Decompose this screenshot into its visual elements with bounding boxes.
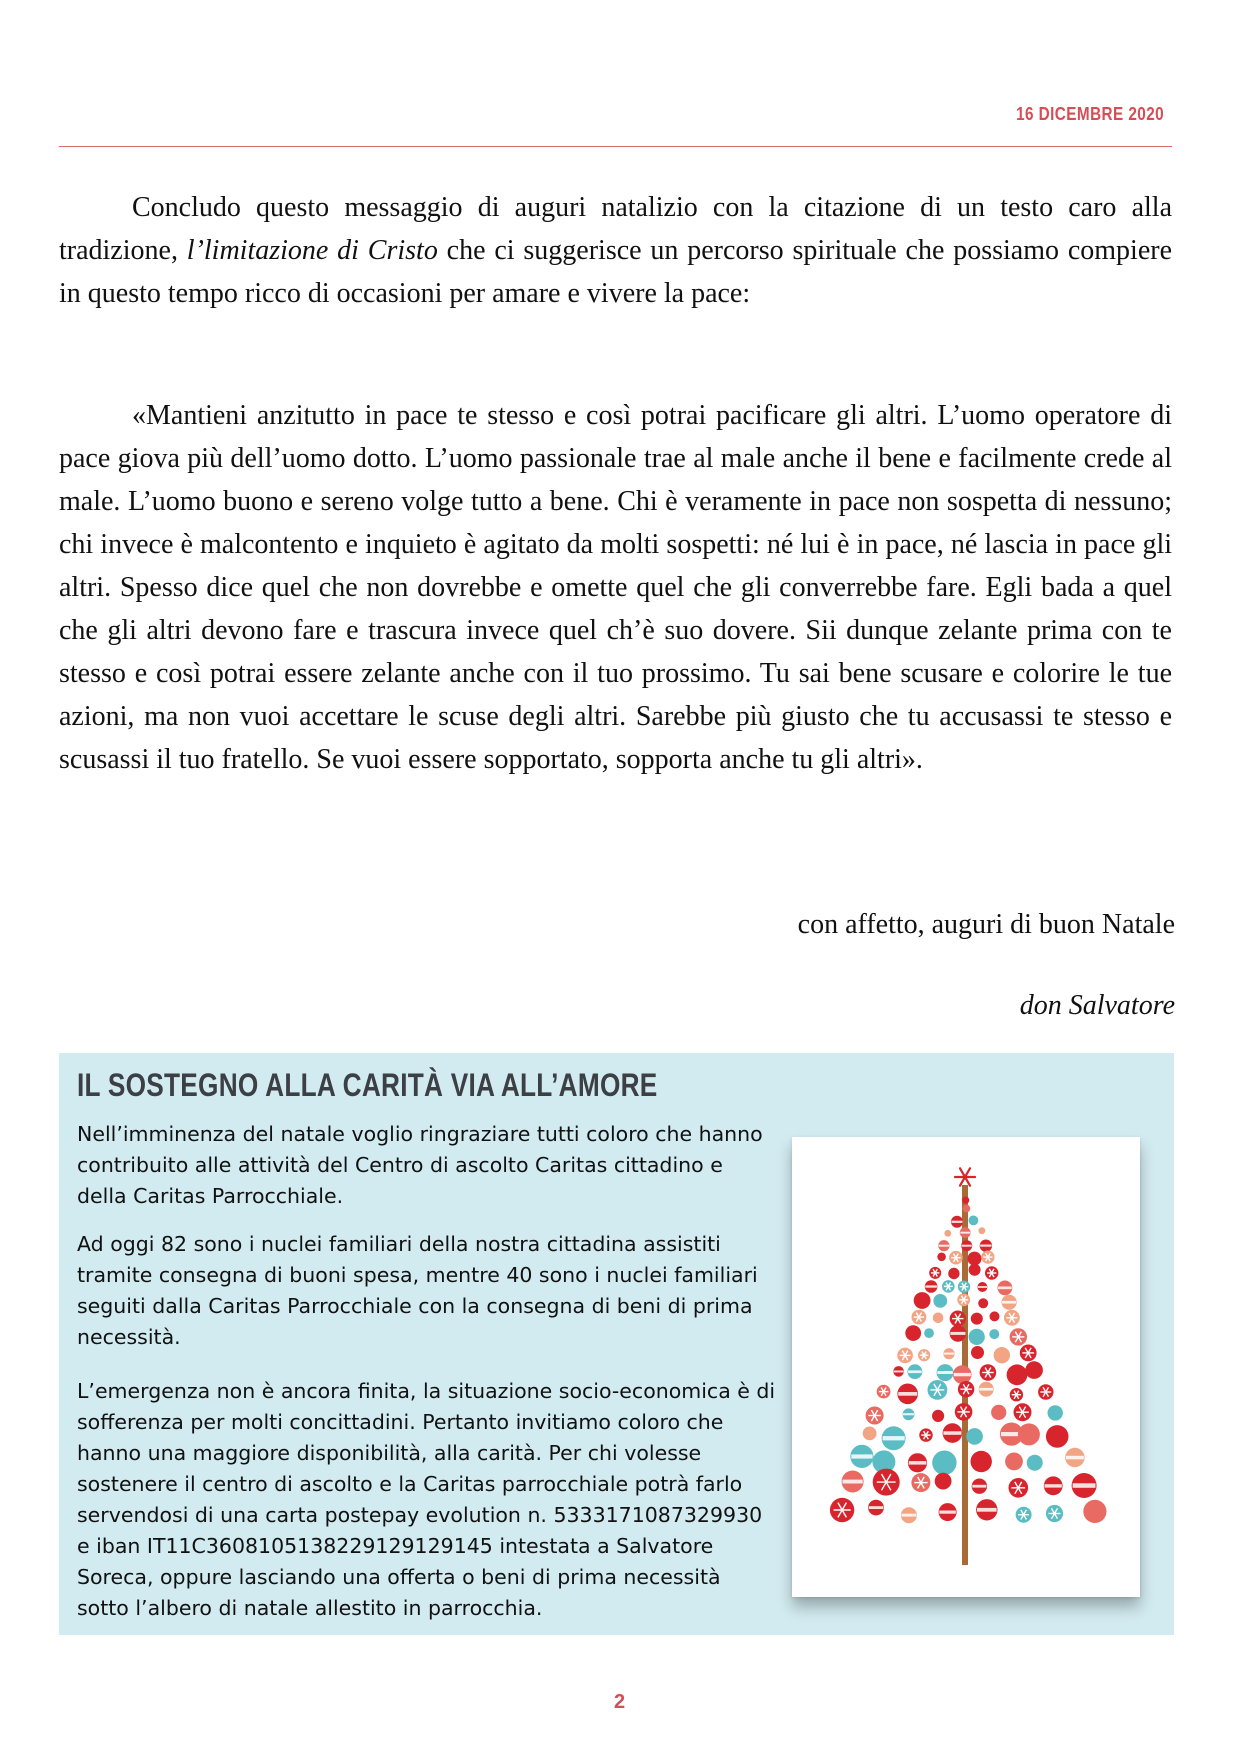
ornament-stripe [939, 1511, 956, 1514]
ornament-stripe [925, 1285, 937, 1287]
ornament-stripe [908, 1370, 922, 1373]
signature: don Salvatore [1019, 990, 1175, 1021]
ornament [937, 1253, 946, 1262]
charity-paragraph-1: Nell’imminenza del natale voglio ringraziare tutti coloro che hanno contribuito alle attività del Centro di ascolto Caritas cittadino e della Caritas Parrocchiale. [77, 1122, 763, 1208]
charity-box [59, 1053, 1174, 1635]
ornament-stripe [972, 1485, 986, 1488]
ornament [969, 1264, 981, 1276]
ornament-stripe [979, 1388, 993, 1391]
ornament-stripe [1002, 1301, 1016, 1304]
page-number: 2 [613, 1691, 626, 1713]
charity-box-title: IL SOSTEGNO ALLA CARITÀ VIA ALL’AMORE [77, 1067, 658, 1103]
closing-line: con affetto, auguri di buon Natale [797, 909, 1175, 940]
ornament [1007, 1364, 1028, 1385]
ornament-stripe [950, 1332, 965, 1335]
letter-paragraph-1 [59, 186, 1172, 315]
header-date: 16 DICEMBRE 2020 [1016, 104, 1164, 124]
ornament-stripe [1045, 1484, 1062, 1487]
ornament-stripe [952, 1221, 963, 1223]
ornament-stripe [937, 1371, 953, 1374]
ornament-stripe [843, 1480, 863, 1484]
header-divider [59, 146, 1172, 147]
ornament [1083, 1500, 1106, 1523]
ornament-stripe [883, 1436, 905, 1440]
ornament [1027, 1455, 1043, 1471]
ornament-stripe [1066, 1456, 1084, 1460]
ornament [968, 1252, 982, 1266]
ornament [989, 1329, 999, 1339]
ornament-stripe [954, 1373, 971, 1376]
ornament-stripe [902, 1514, 917, 1517]
ornament [971, 1451, 992, 1472]
ornament [863, 1427, 877, 1441]
ornament-stripe [960, 1232, 970, 1234]
christmas-tree-illustration [792, 1137, 1140, 1597]
ornament-stripe [1073, 1483, 1096, 1488]
paragraph-1-tail: che ci suggerisce un percorso spirituale che possiamo compiere in questo tempo ricco di occasioni per amare e vivere la pace: [59, 235, 1172, 309]
ornament [932, 1451, 956, 1475]
ornament [935, 1473, 952, 1490]
ornament [966, 1428, 983, 1445]
ornament [932, 1410, 944, 1422]
ornament [990, 1311, 1000, 1321]
ornament [962, 1197, 969, 1204]
ornament [948, 1268, 959, 1279]
ornament [1018, 1423, 1040, 1445]
ornament-stripe [978, 1286, 987, 1288]
ornament-stripe [909, 1461, 927, 1465]
ornament [924, 1328, 934, 1338]
ornament-stripe [894, 1371, 904, 1373]
ornament [944, 1230, 951, 1237]
ornament [979, 1227, 986, 1234]
ornament-stripe [998, 1287, 1012, 1290]
ornament-stripe [903, 1413, 914, 1415]
ornament [905, 1325, 921, 1341]
ornament-stripe [939, 1245, 949, 1247]
book-title: l’limitazione di Cristo [186, 235, 438, 266]
ornament [991, 1405, 1006, 1420]
ornament-stripe [851, 1454, 872, 1458]
ornament [969, 1216, 979, 1226]
snowflake-top-icon [955, 1168, 975, 1185]
ornament [914, 1292, 931, 1309]
ornament [969, 1329, 985, 1345]
ornament-stripe [980, 1245, 991, 1247]
tree-ornaments [830, 1197, 1107, 1524]
christmas-tree-image [792, 1137, 1140, 1597]
ornament [971, 1346, 984, 1359]
ornament-stripe [944, 1353, 954, 1355]
ornament [971, 1313, 983, 1325]
ornament-stripe [977, 1508, 997, 1512]
ornament [1005, 1453, 1023, 1471]
ornament [994, 1347, 1010, 1363]
ornament [933, 1313, 944, 1324]
ornament-stripe [869, 1506, 884, 1509]
ornament [978, 1298, 988, 1308]
ornament [963, 1205, 971, 1213]
ornament [933, 1294, 947, 1308]
paragraph-1-lead: Concludo questo messaggio di auguri natalizio con la citazione di un testo caro alla tradizione, [59, 192, 1172, 266]
ornament [1048, 1405, 1063, 1420]
quote-paragraph: «Mantieni anzitutto in pace te stesso e così potrai pacificare gli altri. L’uomo operatore di pace giova più dell’uomo dotto. L’uomo passionale trae al male anche il bene e facilmente crede al male. L’uomo buono e sereno volge tutto a bene. Chi è veramente in pace non sospetta di nessuno; chi invece è malcontento e inquieto è agitato da molti sospetti: né lui è in pace, né lascia in pace gli altri. Spesso dice quel che non dovrebbe e omette quel che gli converrebbe fare. Egli bada a quel che gli altri devono fare e trascura invece quel ch’è suo dovere. Sii dunque zelante prima con te stesso e così potrai essere zelante anche con il tuo prossimo. Tu sai bene scusare e colorire le tue azioni, ma non vuoi accettare le scuse degli altri. Sarebbe più giusto che tu accusassi te stesso e scusassi il tuo fratello. Se vuoi essere sopportato, sopporta anche tu gli altri». [59, 400, 1172, 775]
ornament [1025, 1361, 1043, 1379]
ornament-stripe [962, 1245, 972, 1247]
charity-paragraph-3: L’emergenza non è ancora finita, la situazione socio-economica è di sofferenza per molti concittadini. Pertanto invitiamo coloro che hanno una maggiore disponibilità, alla carità. Per chi volesse sostenere il centro di ascolto e la Caritas parrocchiale potrà farlo servendosi di una carta postepay evolution n. 5333171087329930 e iban IT11C3608105138229129129145 intestata a Salvatore Soreca, oppure lasciando una offerta o beni di prima necessità sotto l’albero di natale allestito in parrocchia. [77, 1379, 776, 1620]
charity-paragraph-2: Ad oggi 82 sono i nuclei familiari della nostra cittadina assistiti tramite consegna di buoni spesa, mentre 40 sono i nuclei familiari seguiti dalla Caritas Parrocchiale con la consegna di beni di prima necessità. [77, 1232, 758, 1349]
ornament-stripe [898, 1392, 917, 1396]
ornament [1046, 1425, 1069, 1448]
ornament-stripe [943, 1431, 961, 1435]
